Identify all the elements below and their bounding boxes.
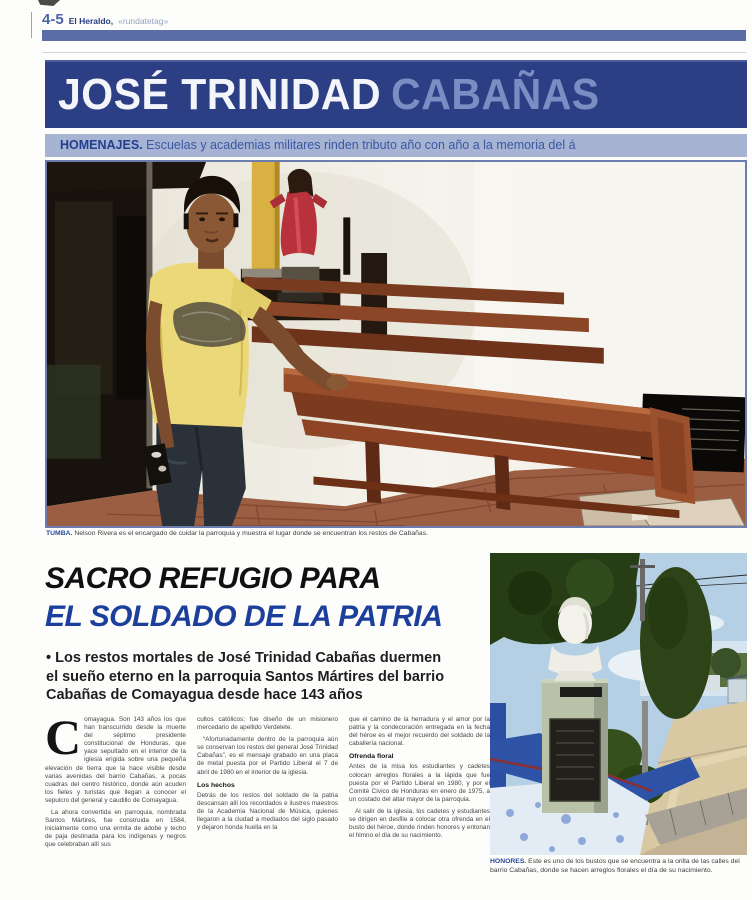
yellow-column — [252, 162, 280, 277]
rundate-tag: «rundatetag» — [118, 16, 169, 26]
subhead-ofrenda-floral: Ofrenda floral — [349, 753, 394, 761]
wood-chair — [361, 253, 387, 338]
banner-title-secondary: CABAÑAS — [391, 69, 600, 118]
scan-artifact-mark — [38, 0, 60, 6]
deck-line3: Cabañas de Comayagua desde hace 143 años — [46, 687, 363, 703]
paragraph: omayagua. Son 143 años los que han transcurrido desde la muerte del séptimo presidente constitucional de Honduras, que yace sepultado en el interior de la iglesia erigida sobre una pequeña elevación de tierra que la hace visible desde varias avenidas del barrio Cabañas, a pocas cuadras del centro histórico, donde aún acuden los fieles y turistas que llegan a conocer el sepulcro del general y caudillo de Comayagua. — [45, 716, 186, 804]
paragraph: Al salir de la iglesia, los cadetes y estudiantes se dirigen en desfile a colocar otra ofrenda en el busto del héroe, donde rinden honores y entonan el himno el día de su nacimiento. — [349, 807, 490, 840]
bust-monument-photo — [490, 553, 747, 855]
church-interior-illustration — [47, 162, 745, 526]
church-interior-photo — [45, 160, 747, 528]
section-banner — [45, 60, 747, 128]
article-body — [45, 716, 490, 894]
paragraph: “Afortunadamente dentro de la parroquia aún se conservan los restos del general José Trinidad Cabañas”, es el mensaje grabado en una placa de metal puesta por el Partido Liberal el 7 de abril de 1980 en el interior de la iglesia. — [197, 736, 338, 776]
main-photo-caption — [46, 530, 746, 537]
caption-text: Este es uno de los bustos que se encuentra a la orilla de las calles del barrio Cabañas, donde se hacen arreglos florales el día de su nacimiento. — [490, 858, 740, 874]
drop-cap: C — [45, 716, 82, 765]
article-deck — [46, 649, 486, 705]
paragraph: cultos católicos; fue diseño de un misionero mercedario de apellido Verdelete. — [197, 716, 338, 732]
bust-monument-illustration — [490, 553, 747, 855]
headline-line2: EL SOLDADO DE LA PATRIA — [45, 600, 443, 633]
header-bar — [42, 30, 746, 41]
kicker-text: Escuelas y academias militares rinden tributo año con año a la memoria del á — [146, 138, 576, 152]
section-banner-title — [45, 69, 600, 119]
banner-title-primary: JOSÉ TRINIDAD — [58, 69, 382, 118]
kicker-strip — [45, 134, 747, 157]
body-column-3 — [349, 716, 490, 894]
kicker-label: HOMENAJES. — [60, 138, 143, 152]
brand-name: El Heraldo, — [68, 16, 114, 26]
body-column-2 — [197, 716, 338, 894]
paragraph: Detrás de los restos del soldado de la patria descansan allí los recordados e ilustres maestros de la Academia Nacional de Música, quienes llegaron a la ciudad a mediados del siglo pasado y dejaron honda huella en la — [197, 791, 338, 832]
caption-lead: TUMBA. — [46, 530, 73, 537]
paragraph: La ahora convertida en parroquia, nombrada Santos Mártires, fue construida en 1584, inicialmente como una ermita de adobe y techo de paja destinada para los indígenas y negros que celebraban allí sus — [45, 809, 186, 849]
candle-stand — [343, 217, 350, 274]
paragraph: Antes de la misa los estudiantes y cadetes colocan arreglos florales a la lápida que fue puesta por el Partido Liberal en 1980, y por el Comité Cívico de Honduras en enero de 1975, a un costado del altar mayor de la parroquia. — [349, 763, 490, 803]
paragraph: que el camino de la herradura y el amor por la patria y la condecoración entregada en la fecha del héroe es el mejor recuerdo del soldado de la caballería nacional. — [349, 716, 490, 748]
headline-line1: SACRO REFUGIO PARA — [45, 562, 381, 595]
subhead-los-hechos: Los hechos — [197, 781, 235, 789]
side-photo-caption — [490, 858, 743, 875]
body-column-1 — [45, 716, 186, 894]
caption-lead: HONORES. — [490, 858, 527, 865]
caption-text: Nelson Rivera es el encargado de cuidar la parroquia y muestra el lugar donde se encuentran los restos de Cabañas. — [74, 530, 428, 537]
article-headline — [45, 560, 490, 636]
masthead — [42, 11, 168, 28]
deck-line1: • Los restos mortales de José Trinidad Cabañas duermen — [46, 650, 442, 666]
header-rule — [42, 52, 746, 53]
deck-line2: el sueño eterno en la parroquia Santos Mártires del barrio — [46, 668, 445, 685]
margin-rule — [31, 12, 32, 38]
page-numbers: 4-5 — [42, 11, 64, 28]
